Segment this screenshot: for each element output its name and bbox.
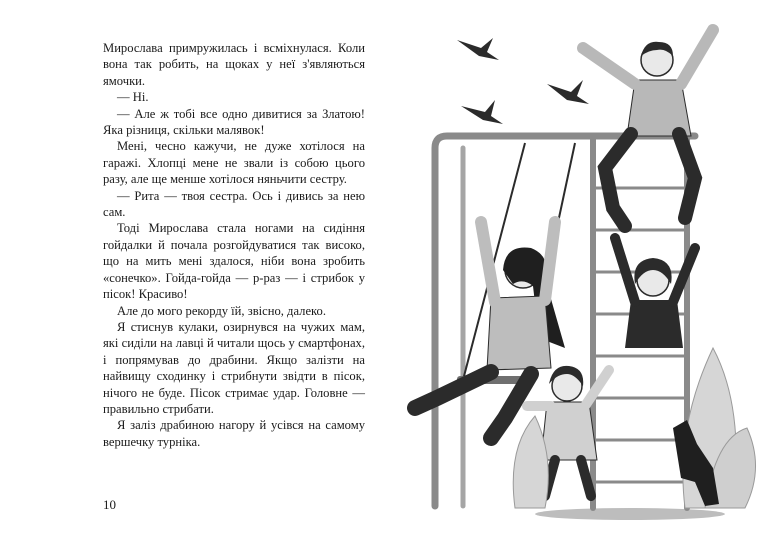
- paragraph: Тоді Мирослава стала ногами на сидіння гойдалки й почала розгойдуватися так високо, що на мить мені здалося, ніби вона зробить «сонечко». Гойда-гойда — р-раз — і стрибок у пісок! Красиво!: [103, 221, 365, 302]
- paragraph: Я стиснув кулаки, озирнувся на чужих мам, які сиділи на лавці й читали щось у смартфонах, і попрямував до драбини. Якщо залізти на найвищу сходинку і стрибнути звідти в пісок, нічого не буде. Пісок стримає удар. Головне — правильно стрибати.: [103, 319, 365, 416]
- paragraph: Мирослава примружилась і всміхнулася. Коли вона так робить, на щоках у неї з'являються ямочки.: [103, 41, 365, 88]
- ground-shadow: [535, 508, 725, 520]
- boy-on-top: [583, 30, 713, 226]
- paragraph: — Рита — твоя сестра. Ось і дивись за нею сам.: [103, 188, 365, 220]
- playground-illustration: [395, 8, 783, 533]
- paragraph: Я заліз драбиною нагору й усівся на самому вершечку турніка.: [103, 418, 365, 449]
- paragraph: Мені, чесно кажучи, не дуже хотілося на гаражі. Хлопці мене не звали із собою цього разу, але ще менше хотілося няньчити сестру.: [103, 139, 365, 187]
- paragraph: — Ні.: [117, 90, 149, 105]
- paragraph: — Але ж тобі все одно дивитися за Златою! Яка різниця, скільки малявок!: [103, 106, 365, 138]
- page-number: 10: [103, 497, 116, 512]
- paragraph: Але до мого рекорду їй, звісно, далеко.: [117, 303, 326, 318]
- body-text: [103, 40, 365, 450]
- kid-on-ladder: [615, 238, 695, 348]
- birds: [457, 38, 589, 124]
